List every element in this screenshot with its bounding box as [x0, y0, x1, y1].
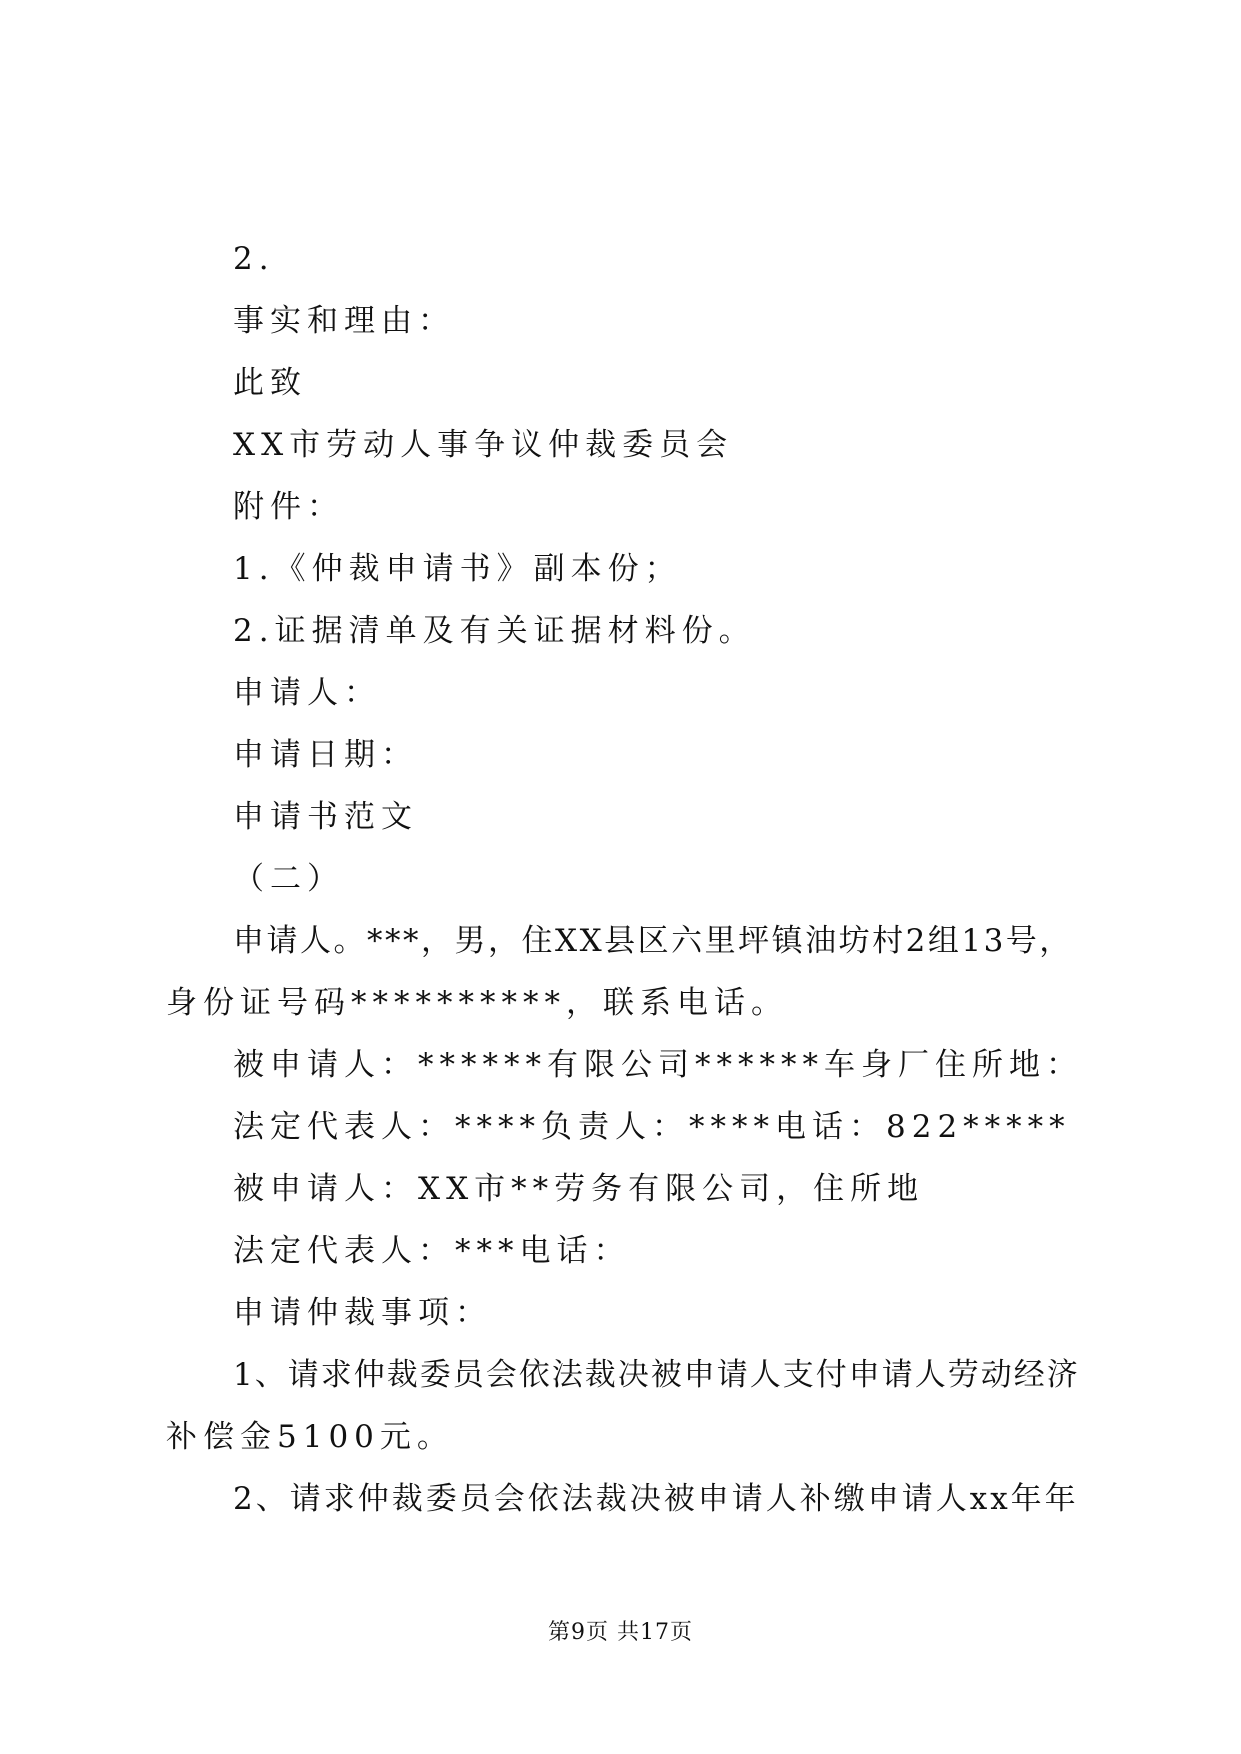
text-line: 2.: [233, 241, 275, 277]
text-line: 1.《仲裁申请书》副本份；: [233, 551, 682, 587]
text-line: 身份证号码**********，联系电话。: [166, 985, 788, 1021]
text-line: 被申请人：XX市**劳务有限公司，住所地: [233, 1171, 925, 1207]
text-line: 此致: [233, 365, 307, 401]
text-line: 2.证据清单及有关证据材料份。: [233, 613, 756, 649]
text-line: 申请人：: [233, 675, 381, 711]
text-line: 法定代表人：***电话：: [233, 1233, 631, 1269]
text-line: XX市劳动人事争议仲裁委员会: [233, 427, 734, 463]
text-line: 申请仲裁事项：: [233, 1295, 492, 1331]
text-line: 1、请求仲裁委员会依法裁决被申请人支付申请人劳动经济: [233, 1357, 1080, 1393]
text-line: 补偿金5100元。: [166, 1419, 454, 1455]
text-line: 法定代表人：****负责人：****电话：822*****: [233, 1109, 1071, 1145]
text-line: 2、请求仲裁委员会依法裁决被申请人补缴申请人xx年年: [233, 1481, 1079, 1517]
text-line: 申请人。***，男，住XX县区六里坪镇油坊村2组13号，: [233, 923, 1073, 959]
page-number-footer: 第9页 共17页: [548, 1620, 693, 1645]
text-line: 附件：: [233, 489, 344, 525]
text-line: 申请书范文: [233, 799, 418, 835]
text-line: 申请日期：: [233, 737, 418, 773]
text-line: （二）: [233, 861, 344, 897]
text-line: 被申请人：******有限公司******车身厂住所地：: [233, 1047, 1083, 1083]
text-line: 事实和理由：: [233, 303, 455, 339]
